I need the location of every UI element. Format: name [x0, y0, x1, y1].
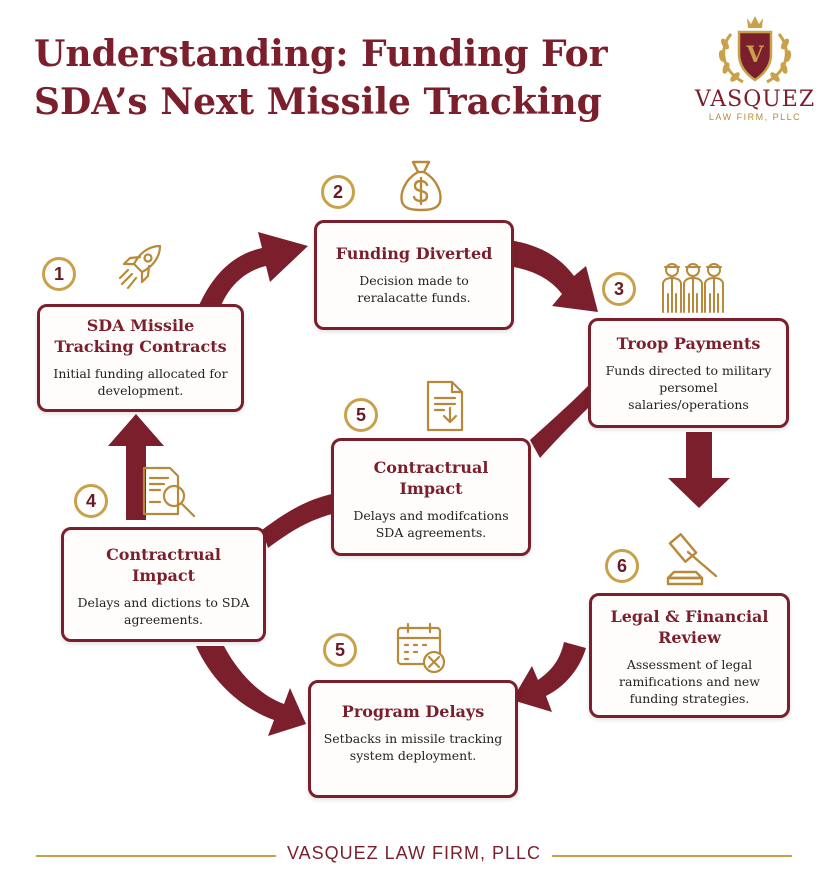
step-box-troop-payments: [588, 318, 789, 428]
step-text: Assessment of legal ramifıcations and new funding strategies.: [619, 657, 760, 706]
magnifier-document-icon: [140, 464, 200, 522]
title-line-1: Understanding: Funding For: [34, 33, 608, 75]
arrow-3-to-6: [668, 432, 730, 508]
step-title: Contractrual Impact: [373, 458, 489, 498]
connector-3-to-5: [530, 386, 588, 458]
step-box-contractual-impact-left: [61, 527, 266, 642]
footer-divider-left: [36, 855, 276, 857]
gavel-icon: [662, 528, 734, 588]
step-text: Delays and dictions to SDA agreements.: [77, 595, 250, 627]
step-number-badge: 1: [42, 257, 76, 291]
money-bag-icon: [396, 156, 446, 214]
calendar-x-icon: [394, 620, 450, 676]
arrow-6-to-program: [512, 642, 586, 712]
logo-subtitle: LAW FIRM, PLLC: [708, 112, 802, 122]
rocket-icon: [112, 238, 170, 296]
step-box-funding-contracts: [37, 304, 244, 412]
step-number-badge: 4: [74, 484, 108, 518]
shield-letter: V: [746, 42, 764, 68]
title-line-2: SDA’s Next Missile Tracking: [34, 81, 602, 123]
step-text: Delays and modifcations SDA agreements.: [353, 508, 509, 540]
soldiers-icon: [660, 258, 726, 314]
step-title: Contractrual Impact: [106, 545, 221, 585]
step-text: Initial funding allocated for development.: [53, 366, 228, 398]
document-icon: [420, 378, 468, 434]
footer-divider-right: [552, 855, 792, 857]
step-number-badge: 5: [323, 633, 357, 667]
step-title: Funding Diverted: [335, 244, 493, 263]
step-number-badge: 3: [602, 272, 636, 306]
connector-5-to-4: [262, 494, 332, 548]
step-number-badge: 2: [321, 175, 355, 209]
step-text: Decision made to reralacatte funds.: [357, 273, 471, 305]
arrow-4-to-program: [196, 646, 306, 736]
step-box-contractual-impact-center: [331, 438, 531, 556]
step-box-program-delays: [308, 680, 518, 798]
step-title: SDA Missile Tracking Contracts: [54, 316, 227, 356]
step-title: Program Delays: [341, 702, 485, 721]
step-number-badge: 6: [605, 549, 639, 583]
step-number-badge: 5: [344, 398, 378, 432]
logo-name: VASQUEZ: [694, 87, 816, 112]
step-title: Legal & Financial Review: [610, 607, 769, 647]
step-text: Setbacks in missile tracking system deployment.: [323, 731, 503, 763]
footer-firm-name: VASQUEZ LAW FIRM, PLLC: [286, 843, 542, 863]
step-box-funding-diverted: [314, 220, 514, 330]
step-title: Troop Payments: [616, 334, 761, 353]
step-text: Funds directed to military persomel salaries/operations: [605, 363, 772, 412]
step-box-legal-review: [589, 593, 790, 718]
